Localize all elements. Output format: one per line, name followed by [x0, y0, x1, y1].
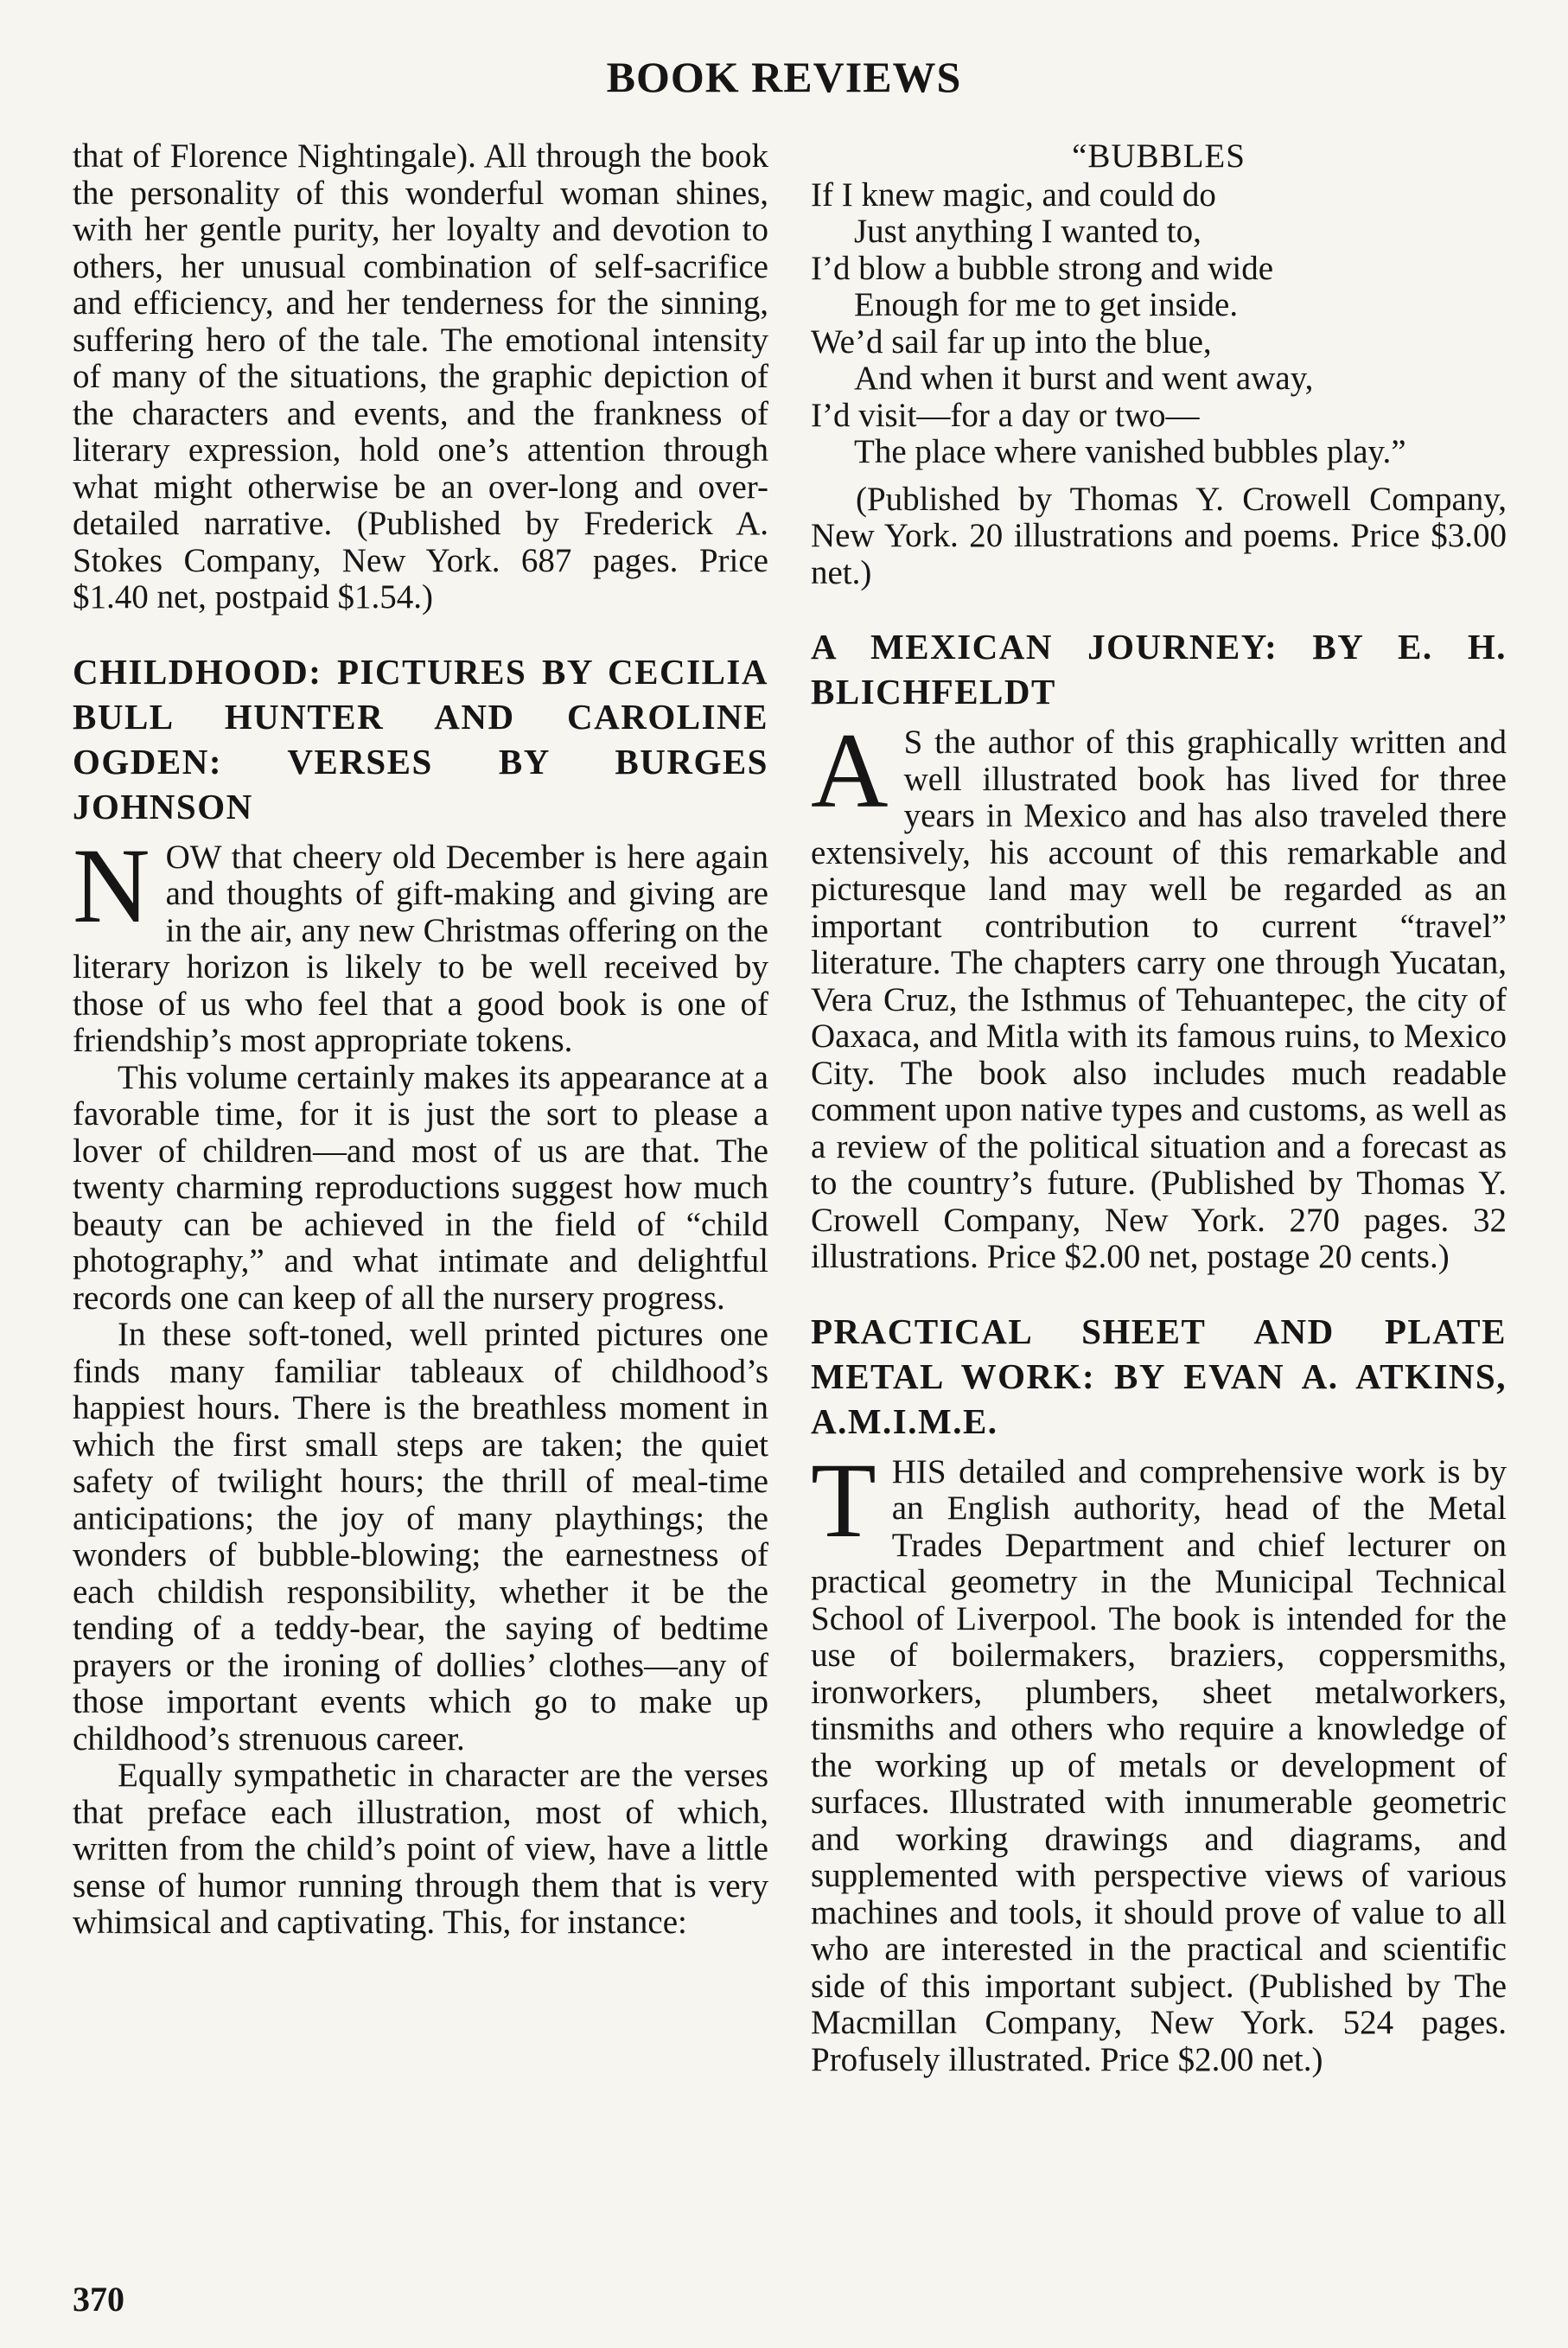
poem-line: We’d sail far up into the blue,: [811, 322, 1212, 360]
poem-line: The place where vanished bubbles play.”: [854, 433, 1406, 470]
right-column: [811, 138, 1507, 2078]
poem-line: Enough for me to get inside.: [854, 286, 1239, 323]
poem-line: Just anything I wanted to,: [854, 213, 1201, 250]
poem-line: And when it burst and went away,: [854, 360, 1314, 397]
drop-cap-letter: A: [811, 711, 889, 830]
review-heading-mexican-journey: A MEXICAN JOURNEY: BY E. H. BLICHFELDT: [811, 627, 1507, 711]
review-paragraph: [811, 711, 1507, 1276]
review-paragraph: [811, 1440, 1507, 2079]
review-paragraph: Equally sympathetic in character are the verses that preface each illustration, most of which, written from the child’s point of view, have a little sense of humor running through them that is very whimsical and captivating. This, for instance:: [73, 1757, 768, 1941]
review-paragraph-text: S the author of this graphically written and well illustrated book has lived for three years in Mexico and has also traveled there extensively, his account of this remarkable and picturesque land may well be regarded as an important contribution to current “travel” literature. The chapters carry one through Yucatan, Vera Cruz, the Isthmus of Tehuantepec, the city of Oaxaca, and Mitla with its famous ruins, to Mexico City. The book also includes much readable comment upon native types and customs, as well as a review of the political situation and a forecast as to the country’s future. (Published by Thomas Y. Crowell Company, New York. 270 pages. 32 illustrations. Price $2.00 net, postage 20 cents.): [811, 724, 1507, 1275]
review-paragraph-text: OW that cheery old December is here again and thoughts of gift-making and giving are in the air, any new Christmas offering on the literary horizon is likely to be well received by those of us who feel that a good book is one of friendship’s most appropriate tokens.: [73, 838, 768, 1059]
poem-line: I’d blow a bubble strong and wide: [811, 249, 1274, 287]
page-number: 370: [73, 2280, 124, 2319]
poem-line: I’d visit—for a day or two—: [811, 396, 1200, 434]
drop-cap-letter: T: [811, 1440, 876, 1560]
page-title: BOOK REVIEWS: [606, 53, 962, 101]
poem-title: “BUBBLES: [1072, 137, 1246, 175]
drop-cap-letter: N: [73, 826, 150, 945]
continued-review-text: that of Florence Nightingale). All through the book the personality of this wonderful woman shines, with her gentle purity, her loyalty and devotion to others, her unusual combination of self-sacrifice and efficiency, and her tenderness for the sinning, suffering hero of the tale. The emotional intensity of many of the situations, the graphic depiction of the characters and events, and the frankness of literary expression, hold one’s attention through what might otherwise be an over-long and over-detailed narrative. (Published by Frederick A. Stokes Company, New York. 687 pages. Price $1.40 net, postpaid $1.54.): [73, 137, 768, 616]
review-heading-metal-work: PRACTICAL SHEET AND PLATE METAL WORK: BY EVAN A. ATKINS, A.M.I.M.E.: [811, 1311, 1507, 1441]
publication-note: (Published by Thomas Y. Crowell Company, New York. 20 illustrations and poems. Price $3.00 net.): [811, 480, 1507, 591]
review-paragraph-text: HIS detailed and comprehensive work is by an English authority, head of the Metal Trades Department and chief lecturer on practical geometry in the Municipal Technical School of Liverpool. The book is intended for the use of boilermakers, braziers, coppersmiths, ironworkers, plumbers, sheet metalworkers, tinsmiths and others who require a knowledge of the working up of metals or development of surfaces. Illustrated with innumerable geometric and working drawings and diagrams, and supplemented with perspective views of various machines and tools, it should prove of value to all who are interested in the practical and scientific side of this important subject. (Published by The Macmillan Company, New York. 524 pages. Profusely illustrated. Price $2.00 net.): [811, 1452, 1507, 2078]
left-column: [73, 138, 768, 1942]
review-heading-childhood: CHILDHOOD: PICTURES BY CECILIA BULL HUNTER AND CAROLINE OGDEN: VERSES BY BURGES JOHNSON: [73, 651, 768, 826]
review-paragraph: This volume certainly makes its appearance at a favorable time, for it is just the sort to please a lover of children—and most of us are that. The twenty charming reproductions suggest how much beauty can be achieved in the field of “child photography,” and what intimate and delightful records one can keep of all the nursery progress.: [73, 1058, 768, 1317]
review-paragraph: In these soft-toned, well printed pictures one finds many familiar tableaux of childhood’s happiest hours. There is the breathless moment in which the first small steps are taken; the quiet safety of twilight hours; the thrill of meal-time anticipations; the joy of many playthings; the wonders of bubble-blowing; the earnestness of each childish responsibility, whether it be the tending of a teddy-bear, the saying of bedtime prayers or the ironing of dollies’ clothes—any of those important events which go to make up childhood’s strenuous career.: [73, 1316, 768, 1758]
review-paragraph: [73, 826, 768, 1060]
poem-block: [811, 138, 1507, 471]
poem-line: If I knew magic, and could do: [811, 175, 1216, 214]
